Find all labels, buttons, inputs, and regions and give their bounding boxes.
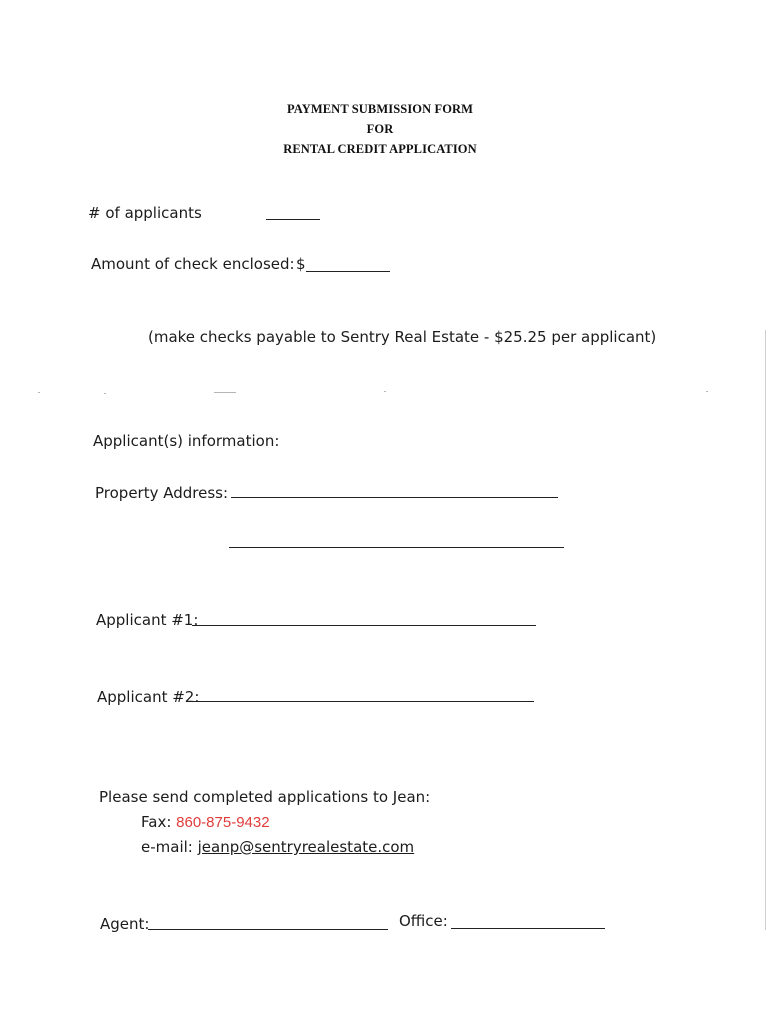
form-title-line2: FOR <box>366 122 394 136</box>
applicants-info-label: Applicant(s) information: <box>93 432 280 450</box>
dollar-sign: $ <box>296 255 306 273</box>
agent-blank[interactable] <box>148 929 388 930</box>
office-label: Office: <box>399 912 448 930</box>
applicant2-blank[interactable] <box>189 701 534 702</box>
form-title-line1: PAYMENT SUBMISSION FORM <box>286 102 474 116</box>
applicant2-label: Applicant #2: <box>97 688 200 706</box>
office-blank[interactable] <box>451 928 605 929</box>
check-amount-label: Amount of check enclosed: <box>91 255 295 273</box>
num-applicants-label: # of applicants <box>88 204 202 222</box>
scan-speck <box>384 391 386 392</box>
property-address-label: Property Address: <box>95 484 229 502</box>
send-applications-text: Please send completed applications to Jean: <box>99 788 431 806</box>
property-address-blank-2[interactable] <box>229 547 564 548</box>
scan-speck <box>214 392 236 393</box>
scan-speck <box>38 392 40 393</box>
applicant1-label: Applicant #1: <box>96 611 199 629</box>
email-link[interactable]: jeanp@sentryrealestate.com <box>197 838 415 856</box>
agent-label: Agent: <box>100 915 150 933</box>
email-row <box>141 838 414 856</box>
scan-edge-line <box>765 330 766 930</box>
scan-speck <box>706 391 708 392</box>
num-applicants-blank[interactable] <box>266 219 320 220</box>
property-address-blank-1[interactable] <box>231 497 558 498</box>
fax-row <box>141 813 270 831</box>
payable-note: (make checks payable to Sentry Real Estate - $25.25 per applicant) <box>148 328 657 346</box>
applicant1-blank[interactable] <box>192 625 536 626</box>
email-label: e-mail: <box>141 838 193 856</box>
fax-label: Fax: <box>141 813 172 831</box>
check-amount-blank[interactable] <box>306 271 390 272</box>
form-title-line3: RENTAL CREDIT APPLICATION <box>283 142 477 156</box>
scan-speck <box>104 393 106 394</box>
fax-number: 860-875-9432 <box>176 814 270 831</box>
